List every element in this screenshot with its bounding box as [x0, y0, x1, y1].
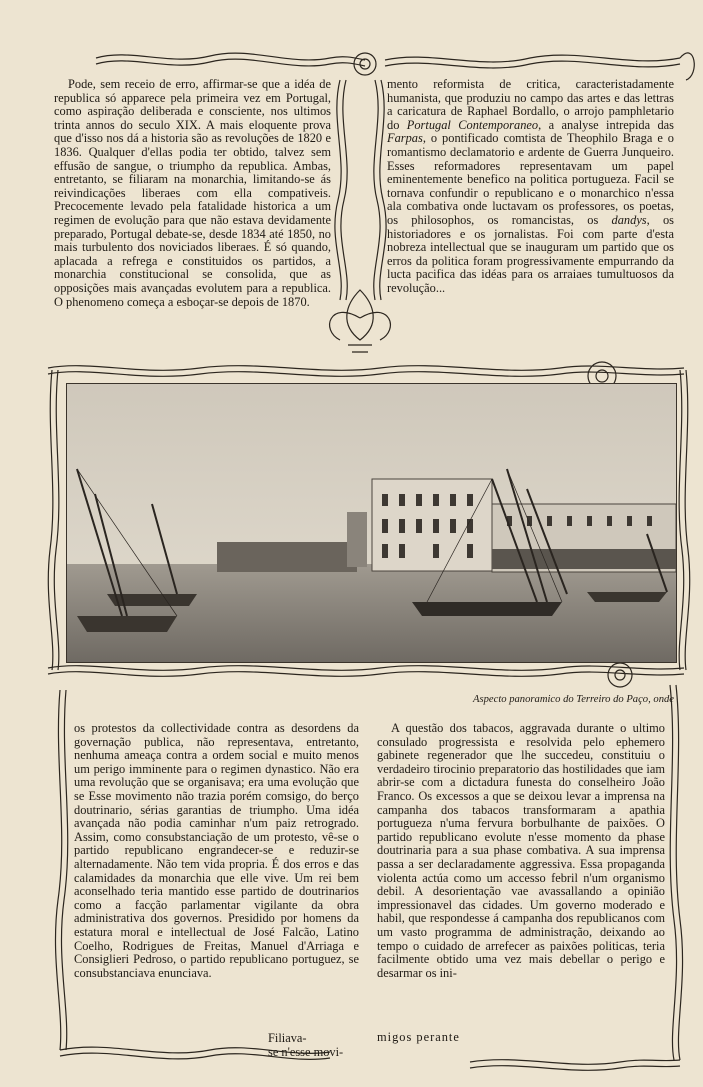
- paragraph-tail: se n'esse movi-: [268, 1045, 344, 1059]
- paragraph: mento reformista de critica, caracteristadamente humanista, que produziu no campo das artes e das lettras a caricatura de Raphael Bordallo, o arrojo pamphletario do Portugal Contemporaneo, a analyse intrepida das Farpas, o pontificado comtista de Theophilo Braga e o romantismo declamatorio e ardente de Guerra Junqueiro. Esses reformadores representavam um papel eminentemente benefico na politica portugueza. Facil se tornava confundir o republicano e o monarchico n'essa ala combativa onde luctavam os professores, os poetas, os philosophos, os romancistas, os dandys, os historiadores e os jornalistas. Foi com parte d'esta nobreza intellectual que se inauguram um partido que os erros da politica foram progressivamente empurrando da lucta pacifica das idéas para os arraiaes tumultuosos da revolução...: [387, 77, 675, 295]
- harbor-photograph: [66, 383, 677, 663]
- paragraph: A questão dos tabacos, aggravada durante o ultimo consulado progressista e resolvida pelo ephemero gabinete regenerador que lhe succedeu, constituiu o verdadeiro tirocinio preparatorio das hostilidades que iam abrir-se com a dictadura funesta do conselheiro João Franco. Os excessos a que se deixou levar a imprensa na campanha dos tabacos transformaram a apathia portugueza n'uma fervura borbulhante de paixões. O partido republicano evolute n'esse momento da phase doutrinaria para a sua phase combativa. A sua imprensa passa a ser declaradamente aggressiva. Essa propaganda violenta actúa como um accesso febril n'um organismo debil. A desorientação vae avassallando a opinião impressionavel das cidades. Um governo moderado e habil, que respondesse á campanha dos republicanos com um vasto programma de administração, deixando ao tempo o cuidado de arrefecer as paixões politicas, teria facilmente obtido uma vez mais debellar o perigo e desarmar os ini-: [377, 721, 665, 980]
- paragraph: os protestos da collectividade contra as desordens da governação publica, não representava, entretanto, nenhuma ameaça contra a ordem social e muito menos um perigo imminente para o regimen dynastico. Não era uma revolução que se organisava; era uma evolução que se Esse movimento não trazia porém comsigo, do berço doutrinario, sérias garantias de triumpho. Uma idéa avançada não podia caminhar n'um paiz retrogrado. Assim, como consubstanciação de um protesto, vê-se o partido republicano engrandecer-se e reduzir-se alternadamente. Não tem vida propria. É dos erros e das calamidades da monarchia que elle vive. Um rei bem aconselhado teria mantido esse partido de doutrinarios como a facção parlamentar vigilante da obra administrativa dos governos. Presidido por homens da estatura moral e intellectual de José Falcão, Latino Coelho, Rodrigues de Freitas, Manuel d'Arriaga e Consiglieri Pedroso, o partido republicano portuguez, se consubstanciava enunciava.: [74, 721, 359, 980]
- photo-caption: Aspecto panoramico do Terreiro do Paço, onde: [473, 694, 674, 705]
- article-column-bottom-left: [74, 722, 359, 980]
- photo-illustration: [67, 384, 676, 662]
- paragraph-tail: Filiava-: [268, 1031, 307, 1045]
- article-column-top-right: [387, 78, 674, 296]
- paragraph-tail: migos perante: [377, 1030, 460, 1044]
- paragraph: Pode, sem receio de erro, affirmar-se que a idéa de republica só apparece pela primeira vez em Portugal, como aspiração deliberada e consciente, nos ultimos trinta annos do seculo XIX. A mais eloquente prova que d'isso nos dá a historia são as revoluções de 1820 e 1836. Qualquer d'ellas podia ter obtido, talvez sem effusão de sangue, o triumpho da republica. Ambas, entretanto, se filiaram na monarchia, limitando-se ás reivindicações liberaes com ella compativeis. Precocemente levado pela fatalidade historica a um regimen de evolução para que não estava devidamente preparado, Portugal debate-se, desde 1834 até 1850, no mais turbulento dos noviciados liberaes. É só quando, aplacada a refrega e constituidos os partidos, a monarchia constitucional se consolida, que as opposições mais avançadas evolutem para a republica. O phenomeno começa a esboçar-se depois de 1870.: [54, 77, 331, 309]
- article-column-bottom-right: [377, 722, 665, 980]
- article-column-top-left: [54, 78, 331, 309]
